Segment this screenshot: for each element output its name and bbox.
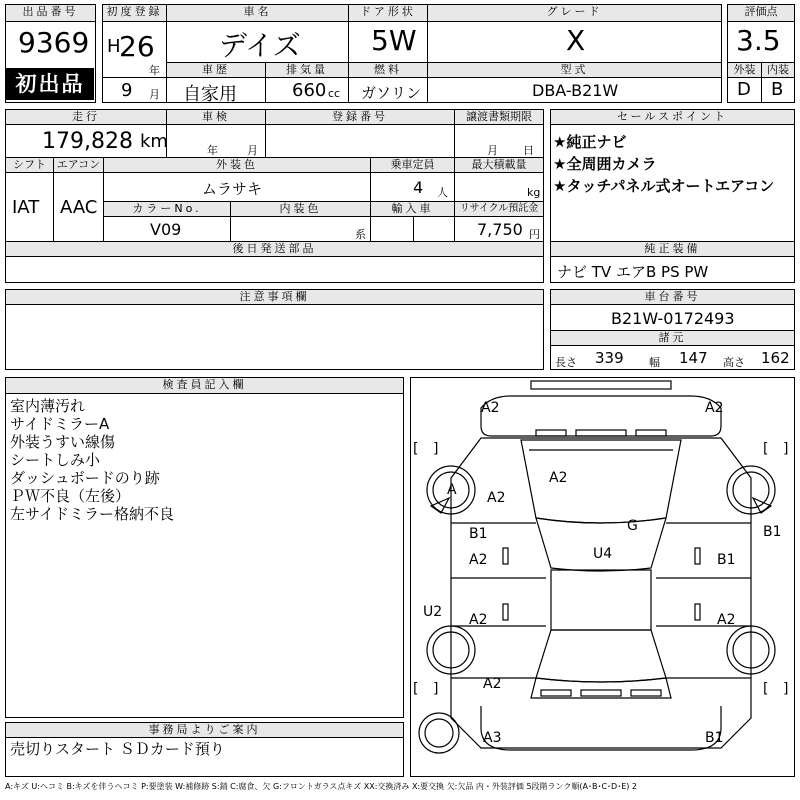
damage-mark: A <box>447 482 457 498</box>
score-header: 評価点 <box>727 4 795 22</box>
registration-year-unit: 年 <box>149 64 160 77</box>
shift-header: シフト <box>5 157 54 173</box>
length: 339 <box>595 349 624 367</box>
exterior-color-cell <box>103 172 371 202</box>
chassis-number: B21W-0172493 <box>611 309 735 328</box>
svg-text:[: [ <box>763 681 769 697</box>
registration-month-unit: 月 <box>149 88 160 101</box>
equipment-header: 純正装備 <box>550 241 795 257</box>
equipment-cell <box>550 256 795 283</box>
damage-mark: A2 <box>481 400 500 416</box>
door-cell <box>348 21 428 63</box>
capacity: 4 <box>413 178 424 197</box>
damage-mark: B1 <box>705 730 724 746</box>
damage-mark: A3 <box>483 730 502 746</box>
max-load-header: 最大積載量 <box>454 157 544 173</box>
exterior-color: ムラサキ <box>202 180 263 198</box>
length-label: 長さ <box>555 356 577 369</box>
legend: A:キズ U:ヘコミ B:キズを伴うヘコミ P:要塗装 W:補修跡 S:錆 C:腐食、欠 G:フロントガラス点キズ XX:交換済み X:要交換 欠:欠品 内・外装評価 5段階ランク順(A･B･C･D･E) 2 <box>5 782 638 791</box>
inspection-cell <box>166 124 266 158</box>
damage-mark: A2 <box>549 470 568 486</box>
inspection-month-unit: 月 <box>247 144 258 157</box>
door-header: ドア形状 <box>348 4 428 22</box>
caution-header: 注意事項欄 <box>5 289 544 305</box>
transfer-day-unit: 日 <box>523 144 534 157</box>
recycle-cell <box>454 216 544 242</box>
door-type: 5W <box>371 24 417 57</box>
aircon-header: エアコン <box>53 157 104 173</box>
score: 3.5 <box>736 24 781 57</box>
transfer-cell <box>454 124 544 158</box>
damage-diagram <box>410 377 795 777</box>
damage-mark: G <box>627 518 638 534</box>
displacement-unit: cc <box>328 87 341 100</box>
registration-header: 初度登録 <box>102 4 167 22</box>
dimensions-cell <box>550 345 795 370</box>
registration-year: 26 <box>119 30 155 63</box>
interior-color-unit: 系 <box>355 228 366 241</box>
svg-text:]: ] <box>433 681 439 697</box>
car-name-header: 車名 <box>166 4 349 22</box>
interior-score-header: 内装 <box>761 62 795 78</box>
sales-point-item: ★純正ナビ <box>553 133 627 151</box>
later-parts-header: 後日発送部品 <box>5 241 544 257</box>
damage-mark: A2 <box>483 676 502 692</box>
capacity-header: 乗車定員 <box>370 157 455 173</box>
fuel-header: 燃料 <box>348 62 428 78</box>
mileage-unit: km <box>140 131 168 152</box>
shift-cell <box>5 172 54 242</box>
svg-text:[: [ <box>413 441 419 457</box>
import-cell-b <box>413 216 455 242</box>
damage-mark: A2 <box>487 490 506 506</box>
mileage: 179,828 <box>42 129 133 154</box>
exterior-score: D <box>737 79 751 100</box>
svg-text:]: ] <box>433 441 439 457</box>
transfer-header: 譲渡書類期限 <box>454 109 544 125</box>
plate-cell <box>265 124 455 158</box>
capacity-cell <box>370 172 455 202</box>
equipment: ナビ TV エアB PS PW <box>557 263 709 281</box>
svg-text:]: ] <box>783 441 789 457</box>
capacity-unit: 人 <box>437 186 448 199</box>
grade-cell <box>427 21 722 63</box>
width: 147 <box>679 349 708 367</box>
history: 自家用 <box>183 84 237 105</box>
chassis-header: 車台番号 <box>550 289 795 305</box>
height-label: 高さ <box>723 356 745 369</box>
interior-color-header: 内装色 <box>230 201 371 217</box>
registration-era: H <box>107 36 121 57</box>
recycle: 7,750 <box>477 220 523 239</box>
inspector-note: ダッシュボードのり跡 <box>10 469 160 487</box>
exterior-score-header: 外装 <box>727 62 762 78</box>
import-cell-a <box>370 216 414 242</box>
interior-score-cell <box>761 77 795 103</box>
displacement: 660 <box>292 80 327 101</box>
aircon-cell <box>53 172 104 242</box>
history-cell <box>166 77 266 103</box>
fuel: ガソリン <box>361 84 422 102</box>
max-load-cell <box>454 172 544 202</box>
recycle-header: リサイクル預託金 <box>454 201 544 217</box>
import-header: 輸入車 <box>370 201 455 217</box>
inspection-year-unit: 年 <box>207 144 218 157</box>
damage-mark: B1 <box>717 552 736 568</box>
history-header: 車歴 <box>166 62 266 78</box>
model: DBA-B21W <box>532 81 619 100</box>
inspector-note: 外装うすい線傷 <box>10 433 116 451</box>
damage-mark: A2 <box>717 612 736 628</box>
registration-month-cell <box>102 77 167 103</box>
damage-mark: A2 <box>469 552 488 568</box>
sales-point-item: ★全周囲カメラ <box>553 155 657 173</box>
interior-color-cell <box>230 216 371 242</box>
height: 162 <box>761 349 790 367</box>
damage-mark: A2 <box>469 612 488 628</box>
inspector-note: 左サイドミラー格納不良 <box>10 505 174 523</box>
shift: IAT <box>12 197 40 218</box>
interior-score: B <box>771 79 784 100</box>
mileage-cell <box>5 124 167 158</box>
grade: X <box>566 24 586 57</box>
sales-points-header: セールスポイント <box>550 109 795 125</box>
width-label: 幅 <box>649 356 660 369</box>
registration-year-cell <box>102 21 167 78</box>
office-cell <box>5 737 404 777</box>
inspector-note: ＰＷ不良（左後） <box>10 487 131 505</box>
exterior-score-cell <box>727 77 762 103</box>
plate-header: 登録番号 <box>265 109 455 125</box>
svg-text:[: [ <box>413 681 419 697</box>
damage-mark: U4 <box>593 546 613 562</box>
car-name-cell <box>166 21 349 63</box>
grade-header: グレード <box>427 4 722 22</box>
svg-text:]: ] <box>783 681 789 697</box>
exterior-color-header: 外装色 <box>103 157 371 173</box>
inspector-note: シートしみ小 <box>10 451 101 469</box>
car-name: デイズ <box>219 29 301 62</box>
color-no: V09 <box>150 220 182 239</box>
inspector-note: 室内薄汚れ <box>10 397 86 415</box>
lot-number: 9369 <box>18 26 90 59</box>
chassis-cell <box>550 304 795 331</box>
caution-cell <box>5 304 544 370</box>
fuel-cell <box>348 77 428 103</box>
damage-mark: U2 <box>423 604 443 620</box>
damage-mark: B1 <box>763 524 782 540</box>
displacement-cell <box>265 77 349 103</box>
office-header: 事務局よりご案内 <box>5 722 404 738</box>
displacement-header: 排気量 <box>265 62 349 78</box>
later-parts-cell <box>5 256 544 283</box>
sales-point-item: ★タッチパネル式オートエアコン <box>553 177 775 195</box>
recycle-unit: 円 <box>529 228 540 241</box>
car-outline <box>411 378 794 776</box>
svg-text:[: [ <box>763 441 769 457</box>
inspector-header: 検査員記入欄 <box>5 377 404 394</box>
damage-mark: A2 <box>705 400 724 416</box>
aircon: AAC <box>60 197 98 218</box>
lot-number-header: 出品番号 <box>5 4 96 22</box>
model-header: 型式 <box>427 62 722 78</box>
registration-month: 9 <box>121 80 133 101</box>
inspector-note: サイドミラーA <box>10 415 110 433</box>
transfer-month-unit: 月 <box>487 144 498 157</box>
model-cell <box>427 77 722 103</box>
sales-points-cell <box>550 124 795 242</box>
color-no-cell <box>103 216 231 242</box>
inspector-notes-cell <box>5 393 404 718</box>
mileage-header: 走行 <box>5 109 167 125</box>
first-listing-badge: 初出品 <box>6 68 94 100</box>
color-no-header: カラーNo. <box>103 201 231 217</box>
office-note: 売切りスタート ＳＤカード預り <box>10 740 225 758</box>
score-cell <box>727 21 795 63</box>
max-load-unit: kg <box>527 186 541 199</box>
damage-mark: B1 <box>469 526 488 542</box>
inspection-header: 車検 <box>166 109 266 125</box>
dimensions-header: 諸元 <box>550 330 795 346</box>
